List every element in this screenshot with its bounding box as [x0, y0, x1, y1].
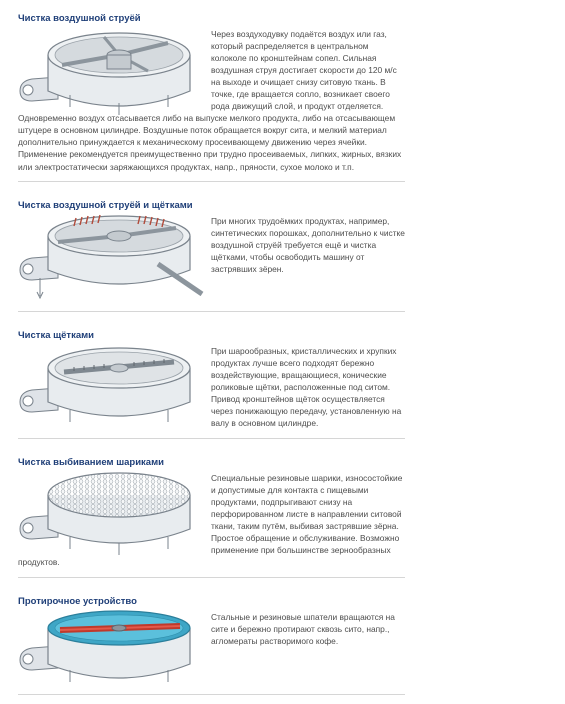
- description-full: продуктов.: [18, 557, 60, 568]
- section-brush-cleaning: [18, 330, 405, 429]
- divider: [18, 438, 405, 439]
- air-jet-sieve-illustration: [18, 25, 204, 121]
- description-wrapped: Через воздуходувку подаётся воздух или газ, который распределяется в центральном колоколе по кронштейнам сопел. Сильная воздушная струя достигает скорости до 120 м/с на выходе и очищает снизу ситовую ткань. В точке, где вращается сопло, возникает своего рода движущий слой, и продукт отделяется.: [211, 29, 397, 112]
- section-title: Чистка воздушной струёй: [18, 13, 141, 24]
- air-jet-brush-sieve-illustration: [18, 212, 204, 308]
- description-full: Одновременно воздух отсасывается либо на выпуске мелкого продукта, либо на отсасывающем штуцере в основном цилиндре. Воздушные поток обращается вокруг сита, и мелкий материал дополнительно принуждается к механическому просеивающему движению через ячейки. Применение рекомендуется преимущественно при трудно просеиваемых, липких, жирных, вязких или электростатически заряжающихся продуктах, напр., пряности, сухое молоко и т.п.: [18, 113, 402, 172]
- description-wrapped: При шарообразных, кристаллических и хрупких продуктах лучше всего подходят бережно воздействующие, вращающиеся, конические роликовые щётки, расположенные под ситом. Привод кронштейнов щёток осуществляется через понижающую передачу, установленную на валу в основном цилиндре.: [211, 346, 402, 429]
- section-title: Чистка воздушной струёй и щётками: [18, 200, 193, 211]
- section-title: Чистка выбиванием шариками: [18, 457, 164, 468]
- divider: [18, 311, 405, 312]
- wiping-device-illustration: [18, 608, 204, 704]
- brush-sieve-illustration: [18, 342, 204, 438]
- divider: [18, 694, 405, 695]
- section-ball-cleaning: [18, 457, 405, 568]
- section-air-jet-cleaning: [18, 13, 405, 173]
- divider: [18, 181, 405, 182]
- ball-sieve-illustration: [18, 469, 204, 568]
- section-title: Протирочное устройство: [18, 596, 137, 607]
- section-title: Чистка щётками: [18, 330, 94, 341]
- description-wrapped: При многих трудоёмких продуктах, например, синтетических порошках, дополнительно к чистке воздушной струёй требуется ещё и чистка щётками, чтобы освободить машину от застрявших зёрен.: [211, 216, 405, 275]
- section-wiping-device: [18, 596, 405, 647]
- description-wrapped: Стальные и резиновые шпатели вращаются на сите и бережно протирают сквозь сито, напр., агломераты растворимого кофе.: [211, 612, 395, 647]
- divider: [18, 577, 405, 578]
- section-air-jet-brush-cleaning: [18, 200, 405, 275]
- description-wrapped: Специальные резиновые шарики, износостойкие и допустимые для контакта с пищевыми продуктами, подпрыгивают снизу на перфорированном листе в направлении ситовой ткани, таким путём, выбивая застрявшие зёрна. Простое обращение и обслуживание. Возможно применение при большинстве зернообразных: [211, 473, 403, 556]
